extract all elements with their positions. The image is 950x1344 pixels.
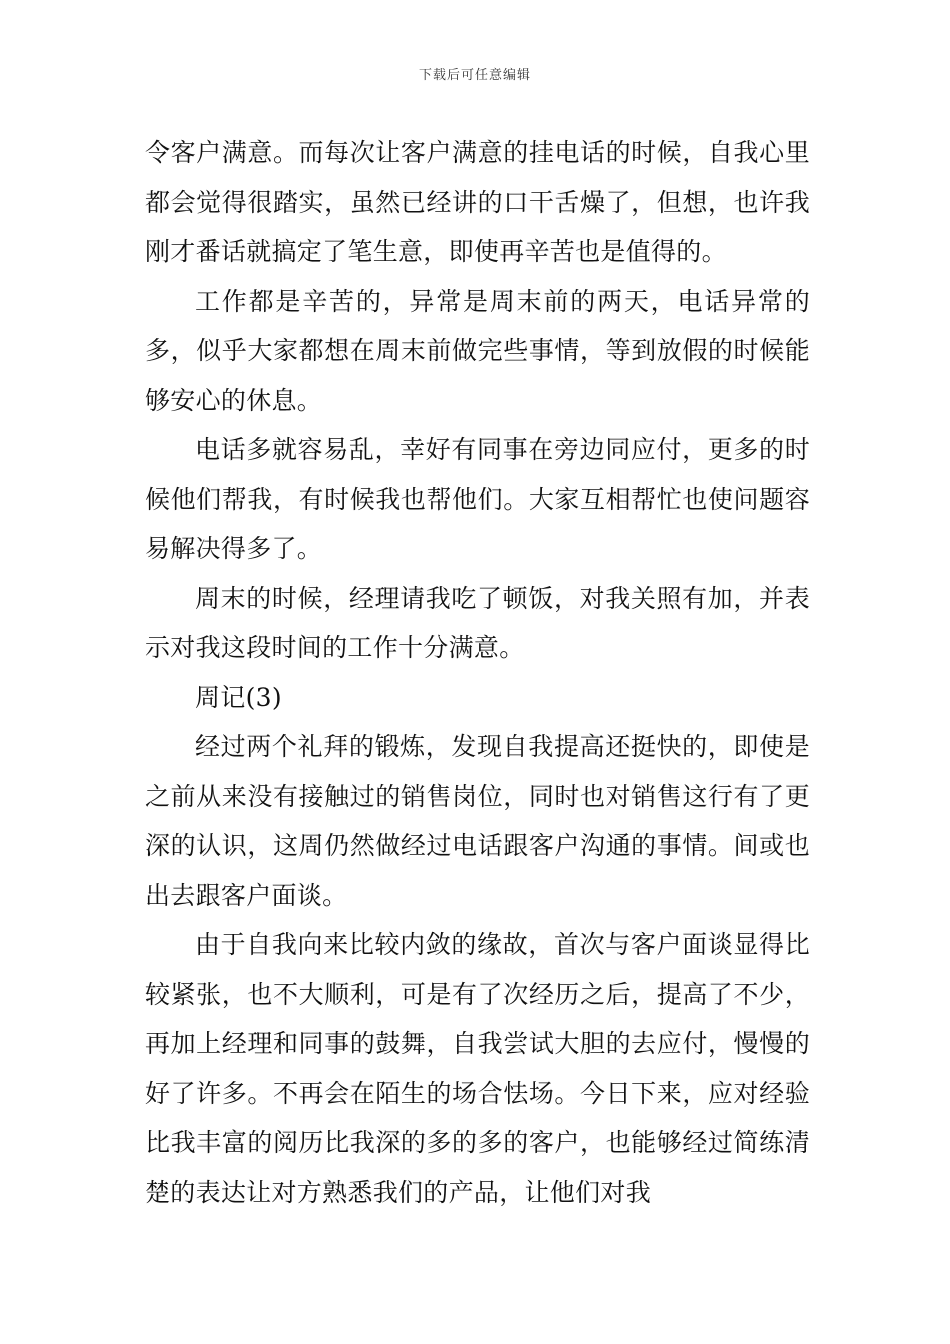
paragraph-client-meeting: 由于自我向来比较内敛的缘故，首次与客户面谈显得比较紧张，也不大顺利，可是有了次经历之后，提高了不少，再加上经理和同事的鼓舞，自我尝试大胆的去应付，慢慢的好了许多。不再会在陌生的场合怯场。今日下来，应对经验比我丰富的阅历比我深的多的多的客户，也能够经过简练清楚的表达让对方熟悉我们的产品，让他们对我: [145, 930, 810, 1207]
section-heading-week-3: 周记(3): [195, 682, 282, 712]
paragraph-work-busy: 工作都是辛苦的，异常是周末前的两天，电话异常的多，似乎大家都想在周末前做完些事情，等到放假的时候能够安心的休息。: [145, 286, 810, 415]
page-header: 下载后可任意编辑: [418, 68, 531, 83]
document-body: [145, 128, 810, 1217]
paragraph-two-weeks-training: 经过两个礼拜的锻炼，发现自我提高还挺快的，即使是之前从来没有接触过的销售岗位，同时也对销售这行有了更深的认识，这周仍然做经过电话跟客户沟通的事情。间或也出去跟客户面谈。: [145, 732, 810, 910]
paragraph-colleagues-help: 电话多就容易乱，幸好有同事在旁边同应付，更多的时候他们帮我，有时候我也帮他们。大家互相帮忙也使问题容易解决得多了。: [145, 435, 810, 563]
paragraph-manager-dinner: 周末的时候，经理请我吃了顿饭，对我关照有加，并表示对我这段时间的工作十分满意。: [145, 583, 810, 662]
paragraph-continuation: 令客户满意。而每次让客户满意的挂电话的时候，自我心里都会觉得很踏实，虽然已经讲的口干舌燥了，但想，也许我刚才番话就搞定了笔生意，即使再辛苦也是值得的。: [145, 138, 810, 266]
